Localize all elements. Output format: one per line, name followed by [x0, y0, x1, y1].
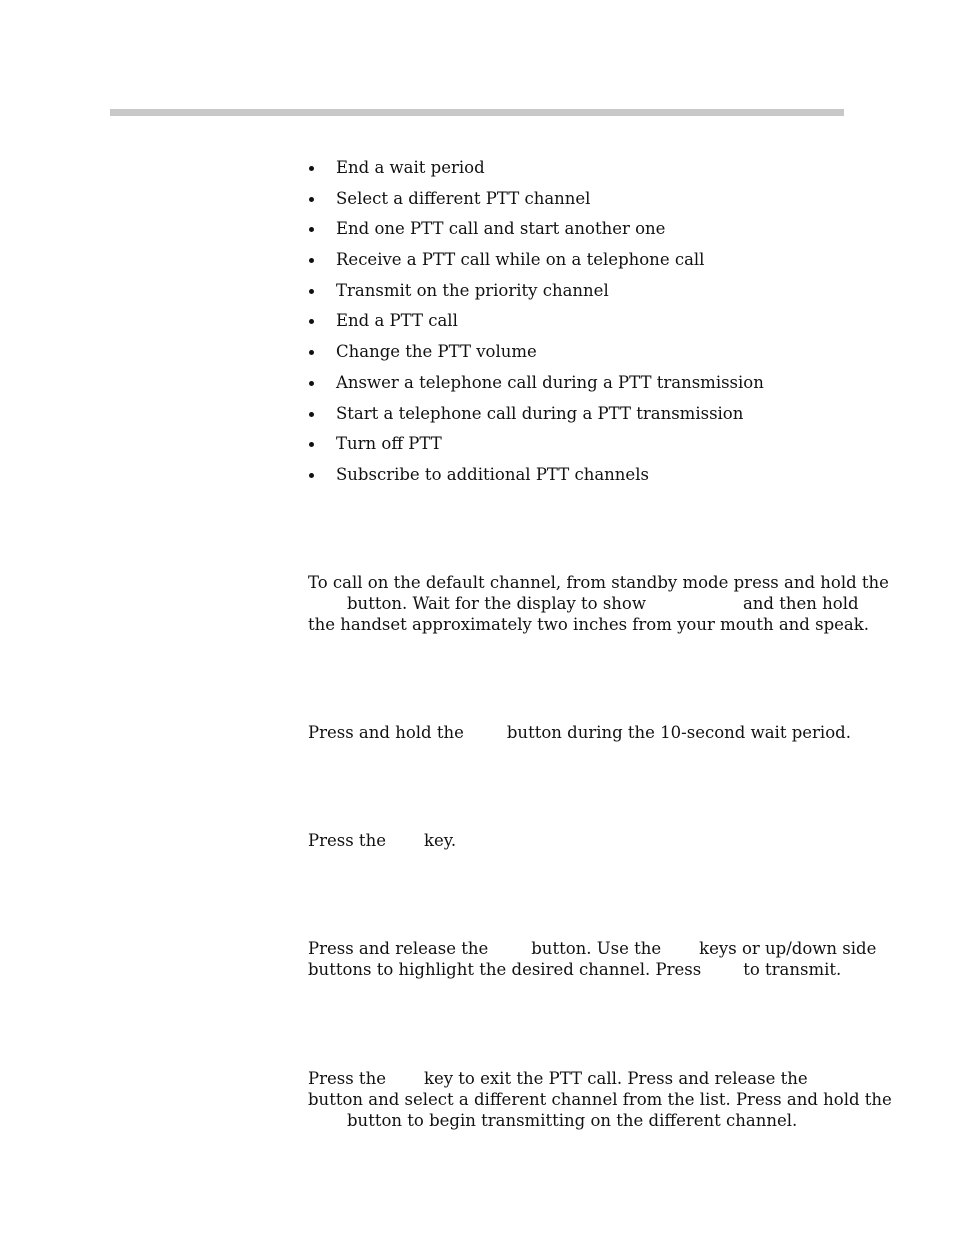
bullet-icon [309, 473, 314, 478]
list-item: Receive a PTT call while on a telephone call [308, 248, 764, 279]
bullet-icon [309, 197, 314, 202]
bullet-icon [309, 227, 314, 232]
list-item: End a wait period [308, 156, 764, 187]
bullet-icon [309, 442, 314, 447]
list-item: End one PTT call and start another one [308, 217, 764, 248]
header-rule [110, 109, 844, 116]
bullet-icon [309, 350, 314, 355]
bullet-icon [309, 412, 314, 417]
paragraph-end-wait: Press and hold the button during the 10-second wait period. [308, 723, 851, 742]
feature-list [308, 156, 764, 494]
bullet-icon [309, 381, 314, 386]
list-item: Answer a telephone call during a PTT transmission [308, 371, 764, 402]
paragraph-end-and-start: Press the key to exit the PTT call. Press and release the button and select a different channel from the list. Press and hold the button to begin transmitting on the different channel. [308, 1069, 892, 1130]
list-item: End a PTT call [308, 309, 764, 340]
list-item: Subscribe to additional PTT channels [308, 463, 764, 494]
paragraph-press-key: Press the key. [308, 831, 457, 850]
paragraph-select-channel: Press and release the button. Use the keys or up/down side buttons to highlight the desired channel. Press to transmit. [308, 939, 877, 979]
list-item: Turn off PTT [308, 432, 764, 463]
bullet-icon [309, 166, 314, 171]
list-item: Transmit on the priority channel [308, 279, 764, 310]
list-item: Change the PTT volume [308, 340, 764, 371]
list-item: Start a telephone call during a PTT transmission [308, 402, 764, 433]
list-item: Select a different PTT channel [308, 187, 764, 218]
bullet-icon [309, 289, 314, 294]
bullet-icon [309, 258, 314, 263]
paragraph-default-channel: To call on the default channel, from standby mode press and hold the button. Wait for the display to show and then hold the handset approximately two inches from your mouth and speak. [308, 573, 889, 634]
bullet-icon [309, 319, 314, 324]
